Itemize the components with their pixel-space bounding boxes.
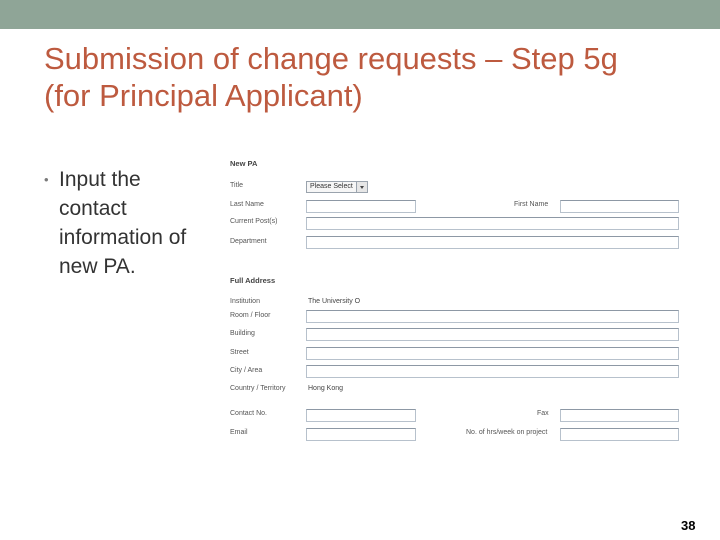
city-area-field[interactable]: [306, 365, 679, 378]
fax-field[interactable]: [560, 409, 679, 422]
slide-title-line-2: (for Principal Applicant): [44, 78, 363, 113]
street-label: Street: [230, 349, 249, 356]
current-post-label: Current Post(s): [230, 218, 278, 225]
building-field[interactable]: [306, 328, 679, 341]
last-name-field[interactable]: [306, 200, 416, 213]
bullet-line-1: Input the: [59, 168, 141, 191]
department-field[interactable]: [306, 236, 679, 249]
contact-no-field[interactable]: [306, 409, 416, 422]
last-name-label: Last Name: [230, 201, 264, 208]
title-select-value: Please Select: [310, 183, 353, 190]
institution-value: The University O: [308, 298, 361, 305]
page-number: 38: [681, 518, 696, 533]
first-name-label: First Name: [514, 201, 549, 208]
building-label: Building: [230, 330, 255, 337]
fax-label: Fax: [537, 410, 549, 417]
department-label: Department: [230, 238, 267, 245]
institution-label: Institution: [230, 298, 260, 305]
room-floor-field[interactable]: [306, 310, 679, 323]
bullet-line-2: contact: [59, 197, 127, 220]
hrs-week-field[interactable]: [560, 428, 679, 441]
room-floor-label: Room / Floor: [230, 312, 271, 319]
section-new-pa-heading: New PA: [230, 159, 258, 168]
email-label: Email: [230, 429, 248, 436]
title-label: Title: [230, 182, 243, 189]
hrs-week-label: No. of hrs/week on project: [466, 429, 548, 436]
country-label: Country / Territory: [230, 385, 286, 392]
street-field[interactable]: [306, 347, 679, 360]
bullet-line-3: information of: [59, 226, 187, 249]
contact-no-label: Contact No.: [230, 410, 267, 417]
country-value: Hong Kong: [308, 385, 344, 392]
current-post-field[interactable]: [306, 217, 679, 230]
bullet-dot-icon: •: [44, 172, 49, 187]
title-select[interactable]: [306, 181, 368, 193]
slide-title-line-1: Submission of change requests – Step 5g: [44, 41, 618, 76]
bullet-line-4: new PA.: [59, 255, 136, 278]
email-field[interactable]: [306, 428, 416, 441]
first-name-field[interactable]: [560, 200, 679, 213]
chevron-down-icon[interactable]: [356, 182, 367, 192]
section-full-address-heading: Full Address: [230, 276, 276, 285]
city-area-label: City / Area: [230, 367, 263, 374]
